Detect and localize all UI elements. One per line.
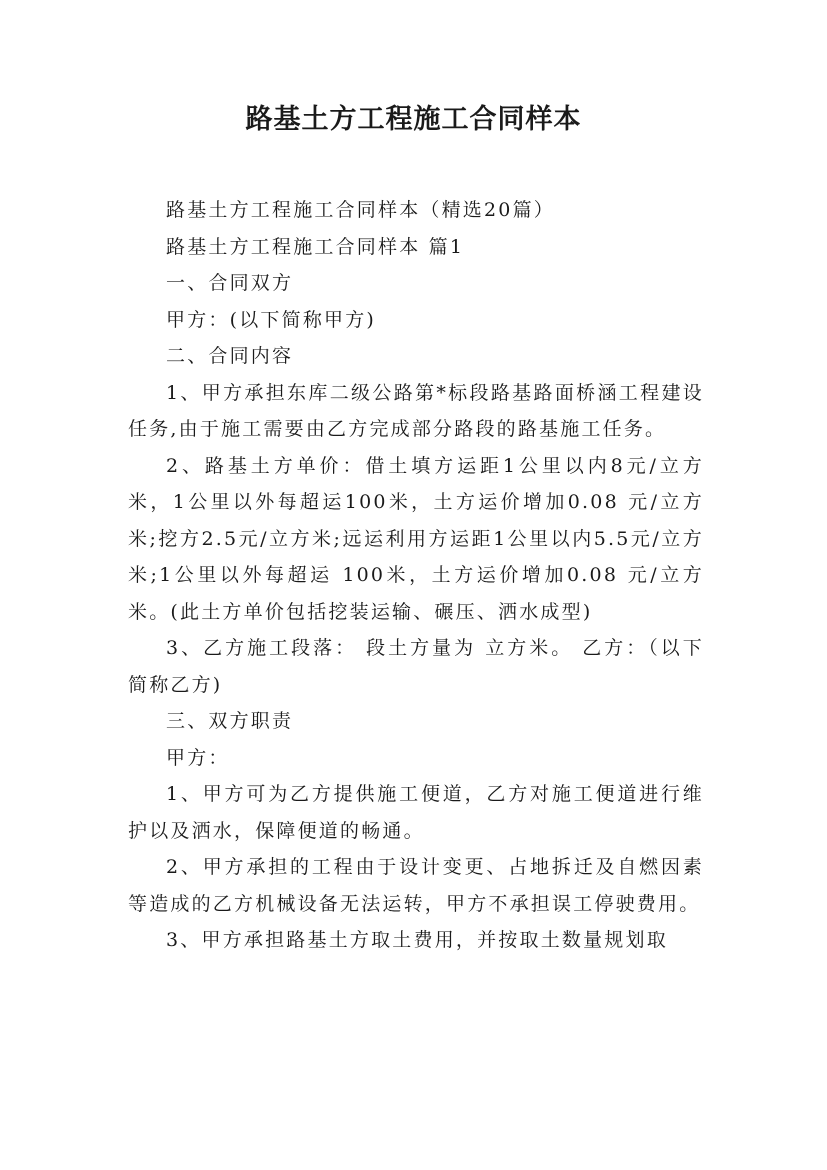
paragraph-clause-3: 3、乙方施工段落： 段土方量为 立方米。 乙方：（以下简称乙方) bbox=[128, 637, 704, 696]
paragraph-heading-duties: 三、双方职责 bbox=[166, 710, 294, 732]
document-body bbox=[128, 192, 704, 959]
paragraph-clause-2: 2、路基土方单价：借土填方运距1公里以内8元/立方米，1公里以外每超运100米，土方运价增加0.08 元/立方米;挖方2.5元/立方米;远运利用方运距1公里以内5.5元/立方米;1公里以外每超运 100米，土方运价增加0.08 元/立方米。(此土方单价包括挖装运输、碾压、洒水成型) bbox=[128, 454, 704, 623]
paragraph-heading-parties: 一、合同双方 bbox=[166, 272, 294, 294]
paragraph-duty-1: 1、甲方可为乙方提供施工便道，乙方对施工便道进行维护以及洒水，保障便道的畅通。 bbox=[128, 783, 704, 842]
paragraph-section-heading: 路基土方工程施工合同样本 篇1 bbox=[166, 235, 465, 258]
paragraph-duty-3: 3、甲方承担路基土方取土费用，并按取土数量规划取 bbox=[166, 929, 668, 951]
paragraph-heading-content: 二、合同内容 bbox=[166, 345, 294, 367]
paragraph-collection-title: 路基土方工程施工合同样本（精选20篇） bbox=[166, 199, 555, 221]
paragraph-duty-2: 2、甲方承担的工程由于设计变更、占地拆迁及自燃因素等造成的乙方机械设备无法运转，甲方不承担误工停驶费用。 bbox=[128, 856, 704, 915]
paragraph-clause-1: 1、甲方承担东库二级公路第*标段路基路面桥涵工程建设任务,由于施工需要由乙方完成部分路段的路基施工任务。 bbox=[128, 381, 704, 440]
paragraph-party-a: 甲方：(以下简称甲方) bbox=[166, 308, 377, 331]
paragraph-party-a-label: 甲方： bbox=[166, 746, 230, 769]
document-title: 路基土方工程施工合同样本 bbox=[245, 104, 582, 135]
